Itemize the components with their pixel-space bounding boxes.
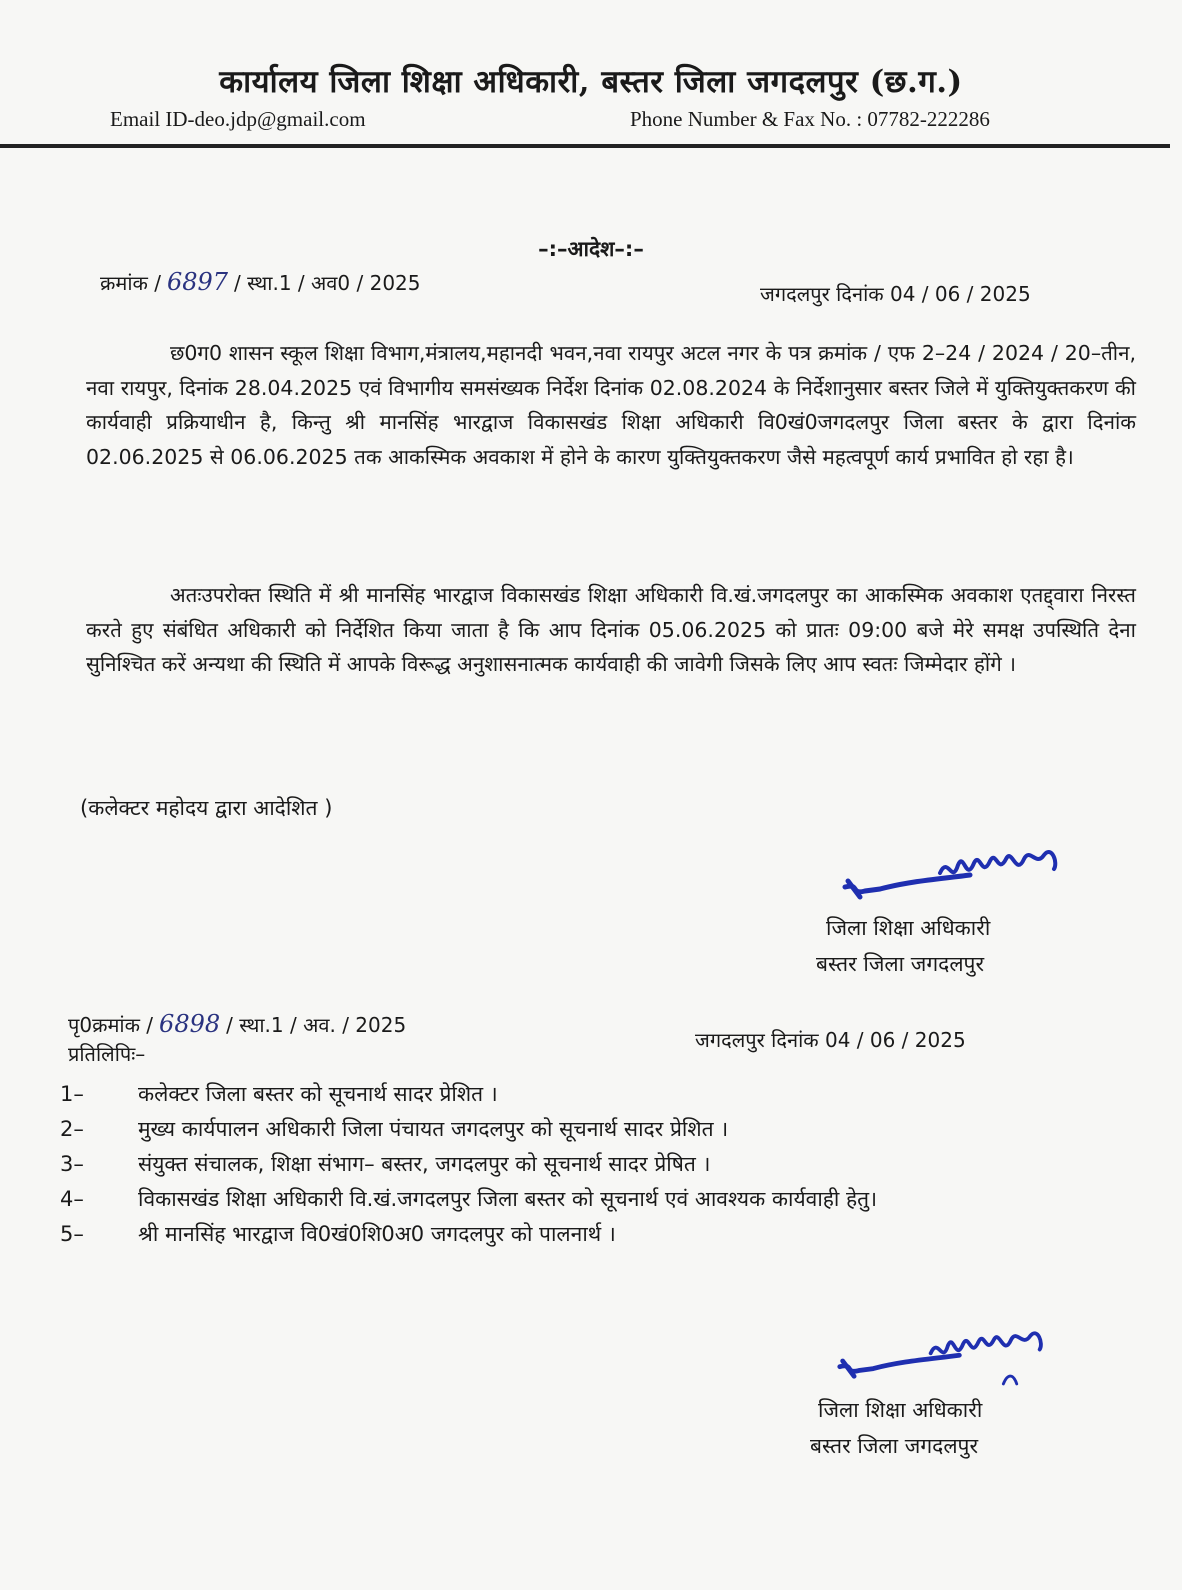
- copy-list-item: [60, 1113, 1130, 1146]
- copy-list-item: [60, 1218, 1130, 1251]
- order-paragraph-1: [86, 336, 1136, 474]
- order-date: जगदलपुर दिनांक 04 / 06 / 2025: [760, 282, 1031, 306]
- copy-ref-prefix: पृ0क्रमांक /: [68, 1013, 154, 1037]
- copy-item-text: विकासखंड शिक्षा अधिकारी वि.खं.जगदलपुर जिला बस्तर को सूचनार्थ एवं आवश्यक कार्यवाही हेतु।: [138, 1187, 878, 1211]
- order-paragraph-2-text: अतःउपरोक्त स्थिति में श्री मानसिंह भारद्वाज विकासखंड शिक्षा अधिकारी वि.खं.जगदलपुर का आकस्मिक अवकाश एतद्द्वारा निरस्त करते हुए संबंधित अधिकारी को निर्देशित किया जाता है कि आप दिनांक 05.06.2025 को प्रातः 09:00 बजे मेरे समक्ष उपस्थिति देना सुनिश्चित करें अन्यथा की स्थिति में आपके विरूद्ध अनुशासनात्मक कार्यवाही की जावेगी जिसके लिए आप स्वतः जिम्मेदार होंगे ।: [86, 583, 1136, 676]
- order-ref-suffix: / स्था.1 / अव0 / 2025: [234, 271, 421, 295]
- signature-mark-1: [840, 845, 1070, 915]
- letterhead-divider: [0, 144, 1170, 148]
- copy-ref-suffix: / स्था.1 / अव. / 2025: [226, 1013, 407, 1037]
- signatory-location: बस्तर जिला जगदलपुर: [810, 1434, 979, 1458]
- order-paragraph-2: [86, 578, 1136, 682]
- copy-ref-number: 6898: [159, 1010, 221, 1038]
- order-reference: [100, 268, 421, 296]
- order-ref-number: 6897: [166, 268, 229, 296]
- copy-item-text: श्री मानसिंह भारद्वाज वि0खं0शि0अ0 जगदलपुर को पालनार्थ ।: [138, 1222, 616, 1246]
- signature-mark-2: [835, 1325, 1055, 1395]
- copy-item-number: 5–: [60, 1222, 84, 1246]
- copy-list-item: [60, 1183, 1130, 1216]
- signature-block-1: [816, 910, 991, 982]
- letterhead-email: Email ID-deo.jdp@gmail.com: [110, 107, 366, 131]
- signatory-location: बस्तर जिला जगदलपुर: [816, 952, 985, 976]
- signature-block-2: [810, 1392, 983, 1464]
- copy-item-number: 4–: [60, 1187, 84, 1211]
- order-ref-prefix: क्रमांक /: [100, 271, 161, 295]
- copy-reference: [68, 1010, 406, 1038]
- copy-item-text: कलेक्टर जिला बस्तर को सूचनार्थ सादर प्रेशित ।: [138, 1082, 498, 1106]
- copy-item-number: 2–: [60, 1117, 84, 1141]
- copy-label: प्रतिलिपिः–: [68, 1042, 146, 1066]
- copy-item-text: संयुक्त संचालक, शिक्षा संभाग– बस्तर, जगदलपुर को सूचनार्थ सादर प्रेषित ।: [138, 1152, 711, 1176]
- copy-item-number: 3–: [60, 1152, 84, 1176]
- copy-list-item: [60, 1148, 1130, 1181]
- letterhead-phone: Phone Number & Fax No. : 07782-222286: [630, 107, 990, 131]
- collector-note: (कलेक्टर महोदय द्वारा आदेशित ): [80, 796, 333, 820]
- order-heading: –:–आदेश–:–: [538, 237, 644, 261]
- order-paragraph-1-text: छ0ग0 शासन स्कूल शिक्षा विभाग,मंत्रालय,महानदी भवन,नवा रायपुर अटल नगर के पत्र क्रमांक / एफ 2–24 / 2024 / 20–तीन, नवा रायपुर, दिनांक 28.04.2025 एवं विभागीय समसंख्यक निर्देश दिनांक 02.08.2024 के निर्देशानुसार बस्तर जिले में युक्तियुक्तकरण की कार्यवाही प्रक्रियाधीन है, किन्तु श्री मानसिंह भारद्वाज विकासखंड शिक्षा अधिकारी वि0खं0जगदलपुर जिला बस्तर के द्वारा दिनांक 02.06.2025 से 06.06.2025 तक आकस्मिक अवकाश में होने के कारण युक्तियुक्तकरण जैसे महत्वपूर्ण कार्य प्रभावित हो रहा है।: [86, 341, 1136, 469]
- copy-item-number: 1–: [60, 1082, 84, 1106]
- signatory-designation: जिला शिक्षा अधिकारी: [818, 1398, 983, 1422]
- copy-list: [60, 1078, 1130, 1253]
- copy-date: जगदलपुर दिनांक 04 / 06 / 2025: [695, 1028, 966, 1052]
- letterhead-title: कार्यालय जिला शिक्षा अधिकारी, बस्तर जिला जगदलपुर (छ.ग.): [219, 64, 963, 100]
- copy-item-text: मुख्य कार्यपालन अधिकारी जिला पंचायत जगदलपुर को सूचनार्थ सादर प्रेशित ।: [138, 1117, 729, 1141]
- signatory-designation: जिला शिक्षा अधिकारी: [826, 916, 991, 940]
- copy-list-item: [60, 1078, 1130, 1111]
